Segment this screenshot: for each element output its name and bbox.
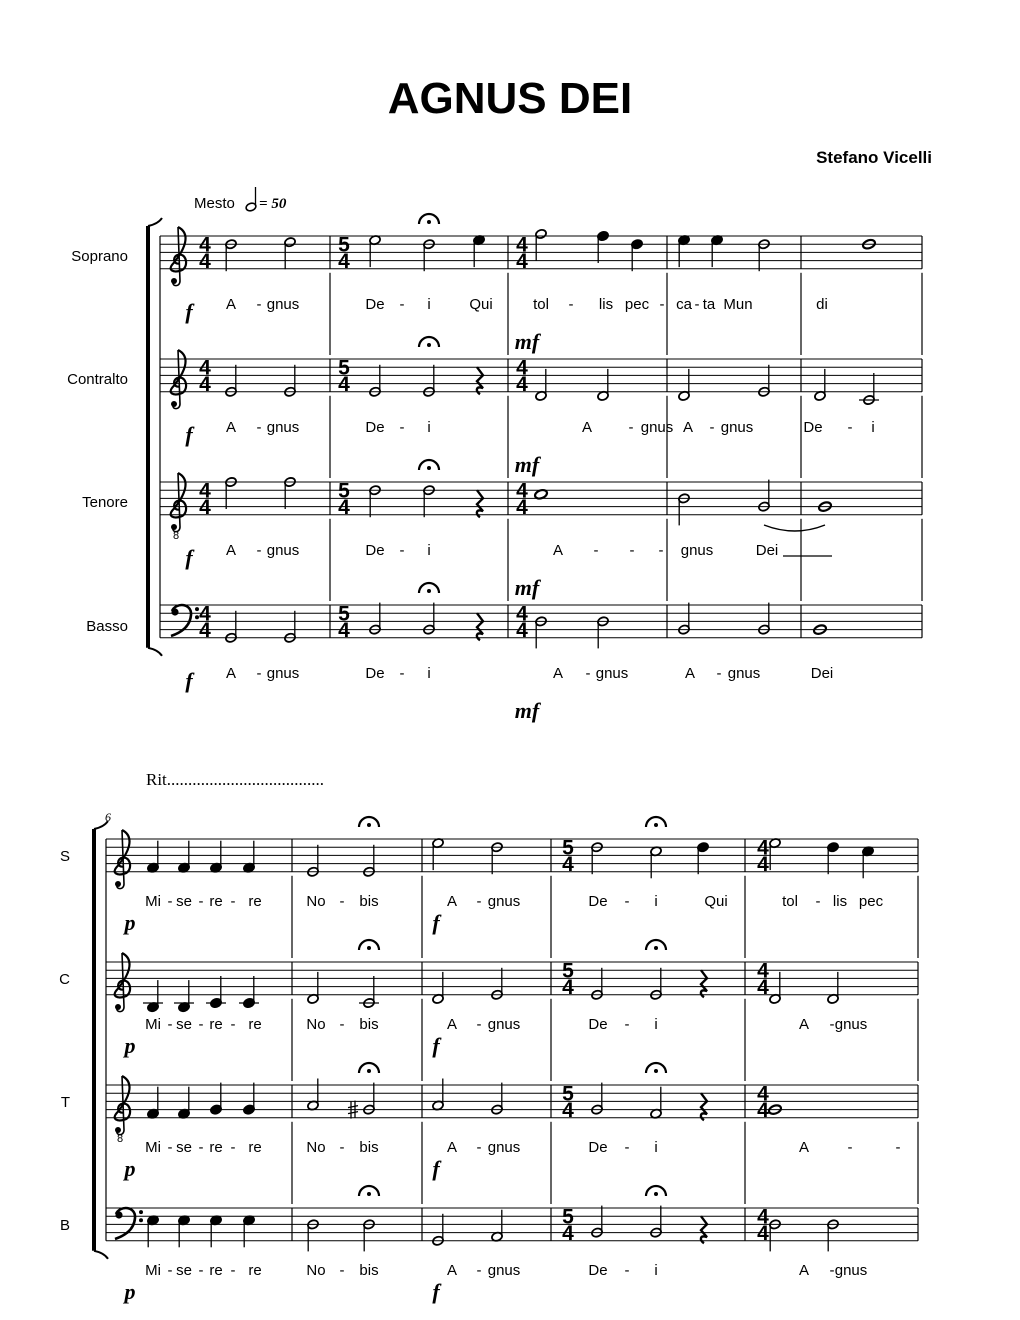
lyric-syllable: Qui <box>469 295 493 313</box>
lyric-syllable: - <box>230 1015 236 1033</box>
lyric-syllable: A <box>684 664 696 682</box>
lyric-syllable: - <box>198 1261 204 1279</box>
time-signature-top: 5 <box>562 836 574 860</box>
lyric-syllable: - <box>256 541 262 559</box>
lyric-syllable: - <box>895 1138 901 1156</box>
lyric-syllable: - <box>847 1138 853 1156</box>
lyric-syllable: - <box>847 418 853 436</box>
time-signature-top: 4 <box>199 479 211 503</box>
time-signature-top: 5 <box>338 479 350 503</box>
lyric-syllable: - <box>628 418 634 436</box>
time-signature-top: 4 <box>516 602 528 626</box>
time-signature-bottom: 4 <box>199 372 211 396</box>
lyric-syllable: - <box>829 1015 835 1033</box>
lyric-syllable: - <box>339 1015 345 1033</box>
lyric-syllable: gnus <box>266 541 300 559</box>
lyric-syllable: Mi <box>145 892 161 910</box>
lyric-syllable: - <box>167 892 173 910</box>
time-signature-top: 4 <box>516 356 528 380</box>
time-signature-top: 4 <box>757 836 769 860</box>
lyric-syllable: - <box>399 541 405 559</box>
lyric-syllable: A <box>798 1261 810 1279</box>
dynamic-marking: f <box>432 1032 440 1058</box>
lyric-syllable: A <box>225 295 237 313</box>
time-signature-bottom: 4 <box>562 1221 574 1245</box>
lyric-syllable: A <box>798 1015 810 1033</box>
dynamic-marking: mf <box>514 328 540 354</box>
system1-group <box>67 214 922 723</box>
lyric-syllable: - <box>709 418 715 436</box>
dynamic-marking: p <box>124 909 136 935</box>
voice-s <box>60 817 918 958</box>
lyric-syllable: bis <box>359 1261 379 1279</box>
treble-clef-dot-icon <box>171 401 177 407</box>
lyric-syllable: gnus <box>834 1261 868 1279</box>
lyric-syllable: gnus <box>266 295 300 313</box>
lyric-syllable: gnus <box>727 664 761 682</box>
bass-clef-head-icon <box>171 608 178 615</box>
bracket-hook-bottom <box>148 648 162 656</box>
lyric-syllable: - <box>829 1261 835 1279</box>
lyric-syllable: gnus <box>487 1015 521 1033</box>
lyric-syllable: se <box>176 1015 192 1033</box>
lyric-syllable: - <box>476 1261 482 1279</box>
time-signature-bottom: 4 <box>338 249 350 273</box>
time-signature-top: 4 <box>516 233 528 257</box>
lyric-syllable: - <box>815 892 821 910</box>
quarter-rest-icon <box>701 970 707 997</box>
time-signature-bottom: 4 <box>757 1098 769 1122</box>
lyric-syllable: re <box>248 1138 262 1156</box>
lyric-syllable: i <box>427 541 431 559</box>
fermata-dot-icon <box>427 589 431 593</box>
time-signature-top: 4 <box>199 356 211 380</box>
time-signature-bottom: 4 <box>338 618 350 642</box>
time-signature-bottom: 4 <box>516 495 528 519</box>
voice-basso <box>86 583 922 723</box>
time-signature-bottom: 4 <box>562 975 574 999</box>
lyric-syllable: Qui <box>704 892 728 910</box>
time-signature-top: 4 <box>757 1205 769 1229</box>
lyric-syllable: - <box>167 1138 173 1156</box>
lyric-syllable: - <box>256 295 262 313</box>
lyric-syllable: De <box>588 1015 608 1033</box>
lyric-syllable: bis <box>359 1015 379 1033</box>
time-signature-bottom: 4 <box>757 975 769 999</box>
lyric-syllable: Mi <box>145 1138 161 1156</box>
lyric-syllable: De <box>588 892 608 910</box>
lyric-syllable: - <box>230 1261 236 1279</box>
lyric-syllable: re <box>209 1261 223 1279</box>
time-signature-top: 5 <box>338 233 350 257</box>
fermata-dot-icon <box>427 220 431 224</box>
bass-clef-head-icon <box>115 1211 122 1218</box>
lyric-syllable: Dei <box>755 541 779 559</box>
lyric-syllable: De <box>365 295 385 313</box>
lyric-syllable: - <box>339 892 345 910</box>
lyric-syllable: - <box>476 1138 482 1156</box>
time-signature-bottom: 4 <box>338 372 350 396</box>
octave-mark: 8 <box>116 1132 124 1145</box>
treble-clef-dot-icon <box>115 881 121 887</box>
dynamic-marking: f <box>185 298 193 324</box>
lyric-syllable: Dei <box>810 664 834 682</box>
lyric-syllable: A <box>581 418 593 436</box>
lyric-syllable: A <box>446 892 458 910</box>
voice-label: C <box>59 971 70 988</box>
lyric-syllable: - <box>399 664 405 682</box>
voice-label: Contralto <box>67 371 128 388</box>
time-signature-top: 4 <box>757 959 769 983</box>
lyric-syllable: gnus <box>595 664 629 682</box>
lyric-syllable: gnus <box>487 1261 521 1279</box>
lyric-syllable: gnus <box>640 418 674 436</box>
lyric-syllable: - <box>629 541 635 559</box>
time-signature-bottom: 4 <box>562 852 574 876</box>
time-signature-bottom: 4 <box>199 249 211 273</box>
time-signature-top: 4 <box>199 602 211 626</box>
lyric-syllable: - <box>198 1138 204 1156</box>
tempo-text: Mesto <box>194 195 235 212</box>
voice-soprano <box>71 214 922 355</box>
composer: Stefano Vicelli <box>816 148 932 167</box>
lyric-syllable: - <box>230 1138 236 1156</box>
voice-label: Basso <box>86 618 128 635</box>
lyric-syllable: - <box>593 541 599 559</box>
lyric-syllable: ca <box>676 295 692 313</box>
lyric-syllable: - <box>399 418 405 436</box>
time-signature-top: 5 <box>338 356 350 380</box>
quarter-rest-icon <box>701 1093 707 1120</box>
voice-contralto <box>67 337 922 478</box>
lyric-syllable: - <box>659 295 665 313</box>
lyric-syllable: A <box>225 541 237 559</box>
dynamic-marking: mf <box>514 451 540 477</box>
lyric-syllable: Mun <box>723 295 753 313</box>
octave-mark: 8 <box>172 529 180 542</box>
lyric-syllable: A <box>225 418 237 436</box>
lyric-syllable: - <box>198 892 204 910</box>
dynamic-marking: f <box>432 909 440 935</box>
quarter-rest-icon <box>701 1216 707 1243</box>
dynamic-marking: f <box>432 1155 440 1181</box>
lyric-syllable: A <box>446 1138 458 1156</box>
fermata-dot-icon <box>367 946 371 950</box>
lyric-syllable: De <box>588 1138 608 1156</box>
lyric-syllable: tol <box>533 295 549 313</box>
lyric-syllable: Mi <box>145 1015 161 1033</box>
lyric-syllable: A <box>446 1015 458 1033</box>
lyric-syllable: i <box>427 418 431 436</box>
lyric-syllable: No <box>306 1138 326 1156</box>
voice-label: Soprano <box>71 248 128 265</box>
lyric-syllable: i <box>654 1261 658 1279</box>
lyric-syllable: se <box>176 892 192 910</box>
time-signature-bottom: 4 <box>516 372 528 396</box>
quarter-rest-icon <box>477 490 483 517</box>
quarter-rest-icon <box>477 613 483 640</box>
lyric-syllable: A <box>552 664 564 682</box>
fermata-dot-icon <box>654 1069 658 1073</box>
voice-b <box>60 1186 918 1304</box>
lyric-syllable: - <box>716 664 722 682</box>
lyric-syllable: - <box>694 295 700 313</box>
time-signature-bottom: 4 <box>757 852 769 876</box>
lyric-syllable: re <box>248 1015 262 1033</box>
lyric-syllable: pec <box>624 295 650 313</box>
dynamic-marking: p <box>124 1278 136 1304</box>
lyric-syllable: No <box>306 1261 326 1279</box>
voice-t <box>61 1063 918 1204</box>
time-signature-top: 4 <box>199 233 211 257</box>
quarter-rest-icon <box>477 367 483 394</box>
lyric-syllable: - <box>658 541 664 559</box>
lyric-syllable: - <box>339 1261 345 1279</box>
dynamic-marking: mf <box>514 697 540 723</box>
lyric-syllable: i <box>871 418 875 436</box>
time-signature-bottom: 4 <box>757 1221 769 1245</box>
fermata-dot-icon <box>654 946 658 950</box>
bracket-hook-top <box>148 218 162 226</box>
fermata-dot-icon <box>367 823 371 827</box>
ritardando-marking: Rit..................................... <box>146 770 325 789</box>
lyric-syllable: bis <box>359 1138 379 1156</box>
time-signature-top: 4 <box>516 479 528 503</box>
dynamic-marking: mf <box>514 574 540 600</box>
fermata-dot-icon <box>367 1069 371 1073</box>
dynamic-marking: p <box>124 1032 136 1058</box>
lyric-syllable: - <box>568 295 574 313</box>
lyric-syllable: gnus <box>487 892 521 910</box>
lyric-syllable: - <box>339 1138 345 1156</box>
lyric-syllable: tol <box>782 892 798 910</box>
page-title: AGNUS DEI <box>387 74 633 123</box>
lyric-syllable: - <box>476 1015 482 1033</box>
lyric-syllable: A <box>446 1261 458 1279</box>
bass-clef-dot-icon <box>139 1218 143 1222</box>
lyric-syllable: gnus <box>720 418 754 436</box>
treble-clef-dot-icon <box>115 1004 121 1010</box>
lyric-syllable: A <box>225 664 237 682</box>
lyric-syllable: Mi <box>145 1261 161 1279</box>
lyric-syllable: di <box>816 295 828 313</box>
lyric-syllable: - <box>198 1015 204 1033</box>
time-signature-top: 5 <box>562 959 574 983</box>
lyric-syllable: No <box>306 1015 326 1033</box>
lyric-syllable: - <box>585 664 591 682</box>
lyric-syllable: De <box>365 541 385 559</box>
dynamic-marking: f <box>185 544 193 570</box>
lyric-syllable: - <box>167 1015 173 1033</box>
lyric-syllable: re <box>209 1138 223 1156</box>
lyric-syllable: re <box>248 892 262 910</box>
fermata-dot-icon <box>654 823 658 827</box>
dynamic-marking: f <box>185 667 193 693</box>
lyric-syllable: - <box>256 418 262 436</box>
lyric-syllable: i <box>427 664 431 682</box>
lyric-syllable: - <box>167 1261 173 1279</box>
lyric-syllable: gnus <box>680 541 714 559</box>
lyric-syllable: - <box>624 892 630 910</box>
lyric-syllable: No <box>306 892 326 910</box>
lyric-syllable: A <box>682 418 694 436</box>
lyric-syllable: A <box>798 1138 810 1156</box>
fermata-dot-icon <box>367 1192 371 1196</box>
lyric-syllable: - <box>230 892 236 910</box>
lyric-syllable: i <box>427 295 431 313</box>
lyric-syllable: gnus <box>266 664 300 682</box>
lyric-syllable: A <box>552 541 564 559</box>
treble-clef-dot-icon <box>171 278 177 284</box>
fermata-dot-icon <box>427 343 431 347</box>
bass-clef-dot-icon <box>139 1210 143 1214</box>
voice-label: Tenore <box>82 494 128 511</box>
lyric-syllable: gnus <box>266 418 300 436</box>
lyric-syllable: bis <box>359 892 379 910</box>
voice-label: T <box>60 1094 70 1111</box>
lyric-syllable: re <box>209 1015 223 1033</box>
fermata-dot-icon <box>654 1192 658 1196</box>
lyric-syllable: se <box>176 1138 192 1156</box>
lyric-syllable: se <box>176 1261 192 1279</box>
lyric-syllable: ta <box>702 295 716 313</box>
bracket-hook-bottom <box>94 1251 108 1259</box>
voice-label: B <box>59 1217 70 1234</box>
lyric-syllable: - <box>476 892 482 910</box>
time-signature-bottom: 4 <box>516 618 528 642</box>
dynamic-marking: p <box>124 1155 136 1181</box>
lyric-syllable: re <box>209 892 223 910</box>
voice-label: S <box>59 848 70 865</box>
lyric-syllable: De <box>365 664 385 682</box>
time-signature-bottom: 4 <box>516 249 528 273</box>
dynamic-marking: f <box>432 1278 440 1304</box>
time-signature-top: 5 <box>338 602 350 626</box>
lyric-syllable: - <box>256 664 262 682</box>
time-signature-bottom: 4 <box>562 1098 574 1122</box>
lyric-syllable: - <box>399 295 405 313</box>
lyric-syllable: gnus <box>834 1015 868 1033</box>
dynamic-marking: f <box>185 421 193 447</box>
lyric-syllable: re <box>248 1261 262 1279</box>
lyric-syllable: - <box>624 1138 630 1156</box>
voice-c <box>59 940 918 1081</box>
lyric-syllable: lis <box>832 892 848 910</box>
lyric-syllable: lis <box>598 295 614 313</box>
lyric-syllable: De <box>803 418 823 436</box>
system2-group <box>59 817 918 1304</box>
fermata-dot-icon <box>427 466 431 470</box>
measure-number: 6 <box>105 810 111 824</box>
lyric-syllable: i <box>654 892 658 910</box>
lyric-syllable: pec <box>858 892 884 910</box>
time-signature-top: 5 <box>562 1205 574 1229</box>
tempo-value: = 50 <box>259 196 287 212</box>
tie-icon <box>764 525 825 531</box>
lyric-syllable: De <box>588 1261 608 1279</box>
lyric-syllable: De <box>365 418 385 436</box>
lyric-syllable: gnus <box>487 1138 521 1156</box>
time-signature-bottom: 4 <box>338 495 350 519</box>
lyric-syllable: - <box>624 1261 630 1279</box>
lyric-syllable: i <box>654 1138 658 1156</box>
time-signature-top: 5 <box>562 1082 574 1106</box>
time-signature-bottom: 4 <box>199 618 211 642</box>
lyric-syllable: i <box>654 1015 658 1033</box>
lyric-syllable: - <box>624 1015 630 1033</box>
time-signature-bottom: 4 <box>199 495 211 519</box>
time-signature-top: 4 <box>757 1082 769 1106</box>
